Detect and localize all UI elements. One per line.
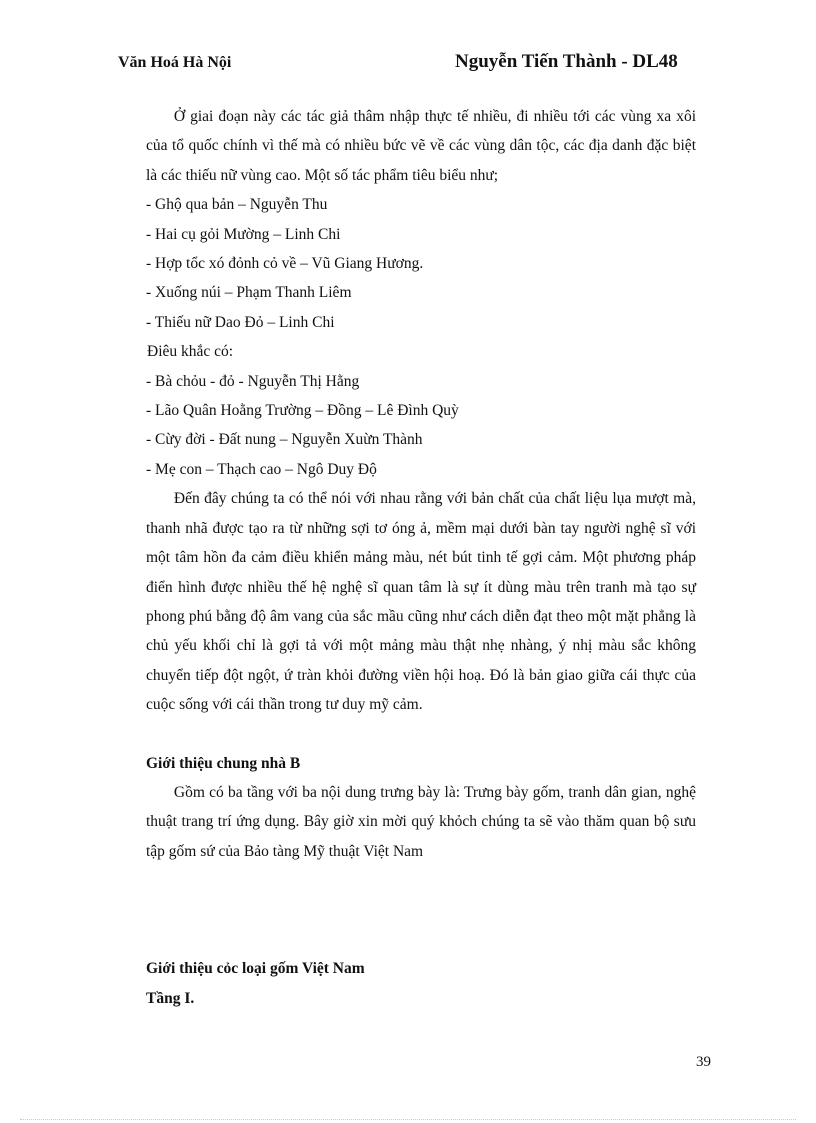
sculpture-work-item: - Bà chỏu - đỏ - Nguyễn Thị Hằng [146, 372, 360, 390]
painting-work-item: - Xuống núi – Phạm Thanh Liêm [146, 284, 352, 302]
floor-title: Tầng I. [146, 989, 195, 1007]
page-number: 39 [696, 1054, 711, 1070]
painting-work-item: - Thiếu nữ Dao Đỏ – Linh Chi [146, 313, 335, 331]
intro-paragraph: Ở giai đoạn này các tác giả thâm nhập thực tế nhiều, đi nhiều tới các vùng xa xôi của tổ quốc chính vì thế mà có nhiều bức vẽ về các vùng dân tộc, các địa danh đặc biệt là các thiếu nữ vùng cao. Một số tác phẩm tiêu biểu như; [146, 108, 696, 184]
painting-work-item: - Hai cụ gỏi Mường – Linh Chi [146, 225, 341, 243]
sculpture-label: Điêu khắc có: [147, 343, 234, 361]
painting-work-item: - Hợp tổc xó đỏnh cỏ về – Vũ Giang Hương. [146, 255, 424, 273]
header-right: Nguyễn Tiến Thành - DL48 [455, 51, 678, 72]
ceramics-title: Giới thiệu cỏc loại gốm Việt Nam [146, 960, 365, 978]
page-bottom-divider [20, 1119, 796, 1120]
sculpture-work-item: - Mẹ con – Thạch cao – Ngô Duy Độ [146, 460, 377, 478]
sculpture-work-item: - Lão Quân Hoằng Trường – Đồng – Lê Đình Quỳ [146, 402, 459, 420]
page-body [146, 102, 696, 1013]
spacer [146, 720, 696, 749]
section-b-title: Giới thiệu chung nhà B [146, 754, 301, 772]
spacer [146, 866, 696, 954]
silk-paragraph: Đến đây chúng ta có thể nói với nhau rằng với bản chất của chất liệu lụa mượt mà, thanh nhã được tạo ra từ những sợi tơ óng ả, mềm mại dưới bàn tay người nghệ sĩ với một tâm hồn đa cảm điều khiển mảng màu, nét bút tinh tế gợi cảm. Một phương pháp điển hình được nhiều thế hệ nghệ sĩ quan tâm là sự ít dùng màu trên tranh mà tạo sự phong phú bằng độ âm vang của sắc mầu cũng như cách diễn đạt theo một mặt phẳng là chủ yếu khối chỉ là gợi tả với một mảng màu thật nhẹ nhàng, ý nhị màu sắc không chuyển tiếp đột ngột, ứ tràn khỏi đường viền hội hoạ. Đó là bản giao giữa cái thực của cuộc sống với cái thần trong tư duy mỹ cảm. [146, 490, 696, 714]
header-left: Văn Hoá Hà Nội [118, 54, 232, 71]
section-b-paragraph: Gồm có ba tầng với ba nội dung trưng bày là: Trưng bày gốm, tranh dân gian, nghệ thuật trang trí ứng dụng. Bây giờ xin mời quý khỏch chúng ta sẽ vào thăm quan bộ sưu tập gốm sứ của Bảo tàng Mỹ thuật Việt Nam [146, 783, 696, 860]
sculpture-work-item: - Cừy đời - Đất nung – Nguyễn Xuừn Thành [146, 431, 423, 449]
painting-work-item: - Ghộ qua bản – Nguyễn Thu [146, 196, 328, 214]
